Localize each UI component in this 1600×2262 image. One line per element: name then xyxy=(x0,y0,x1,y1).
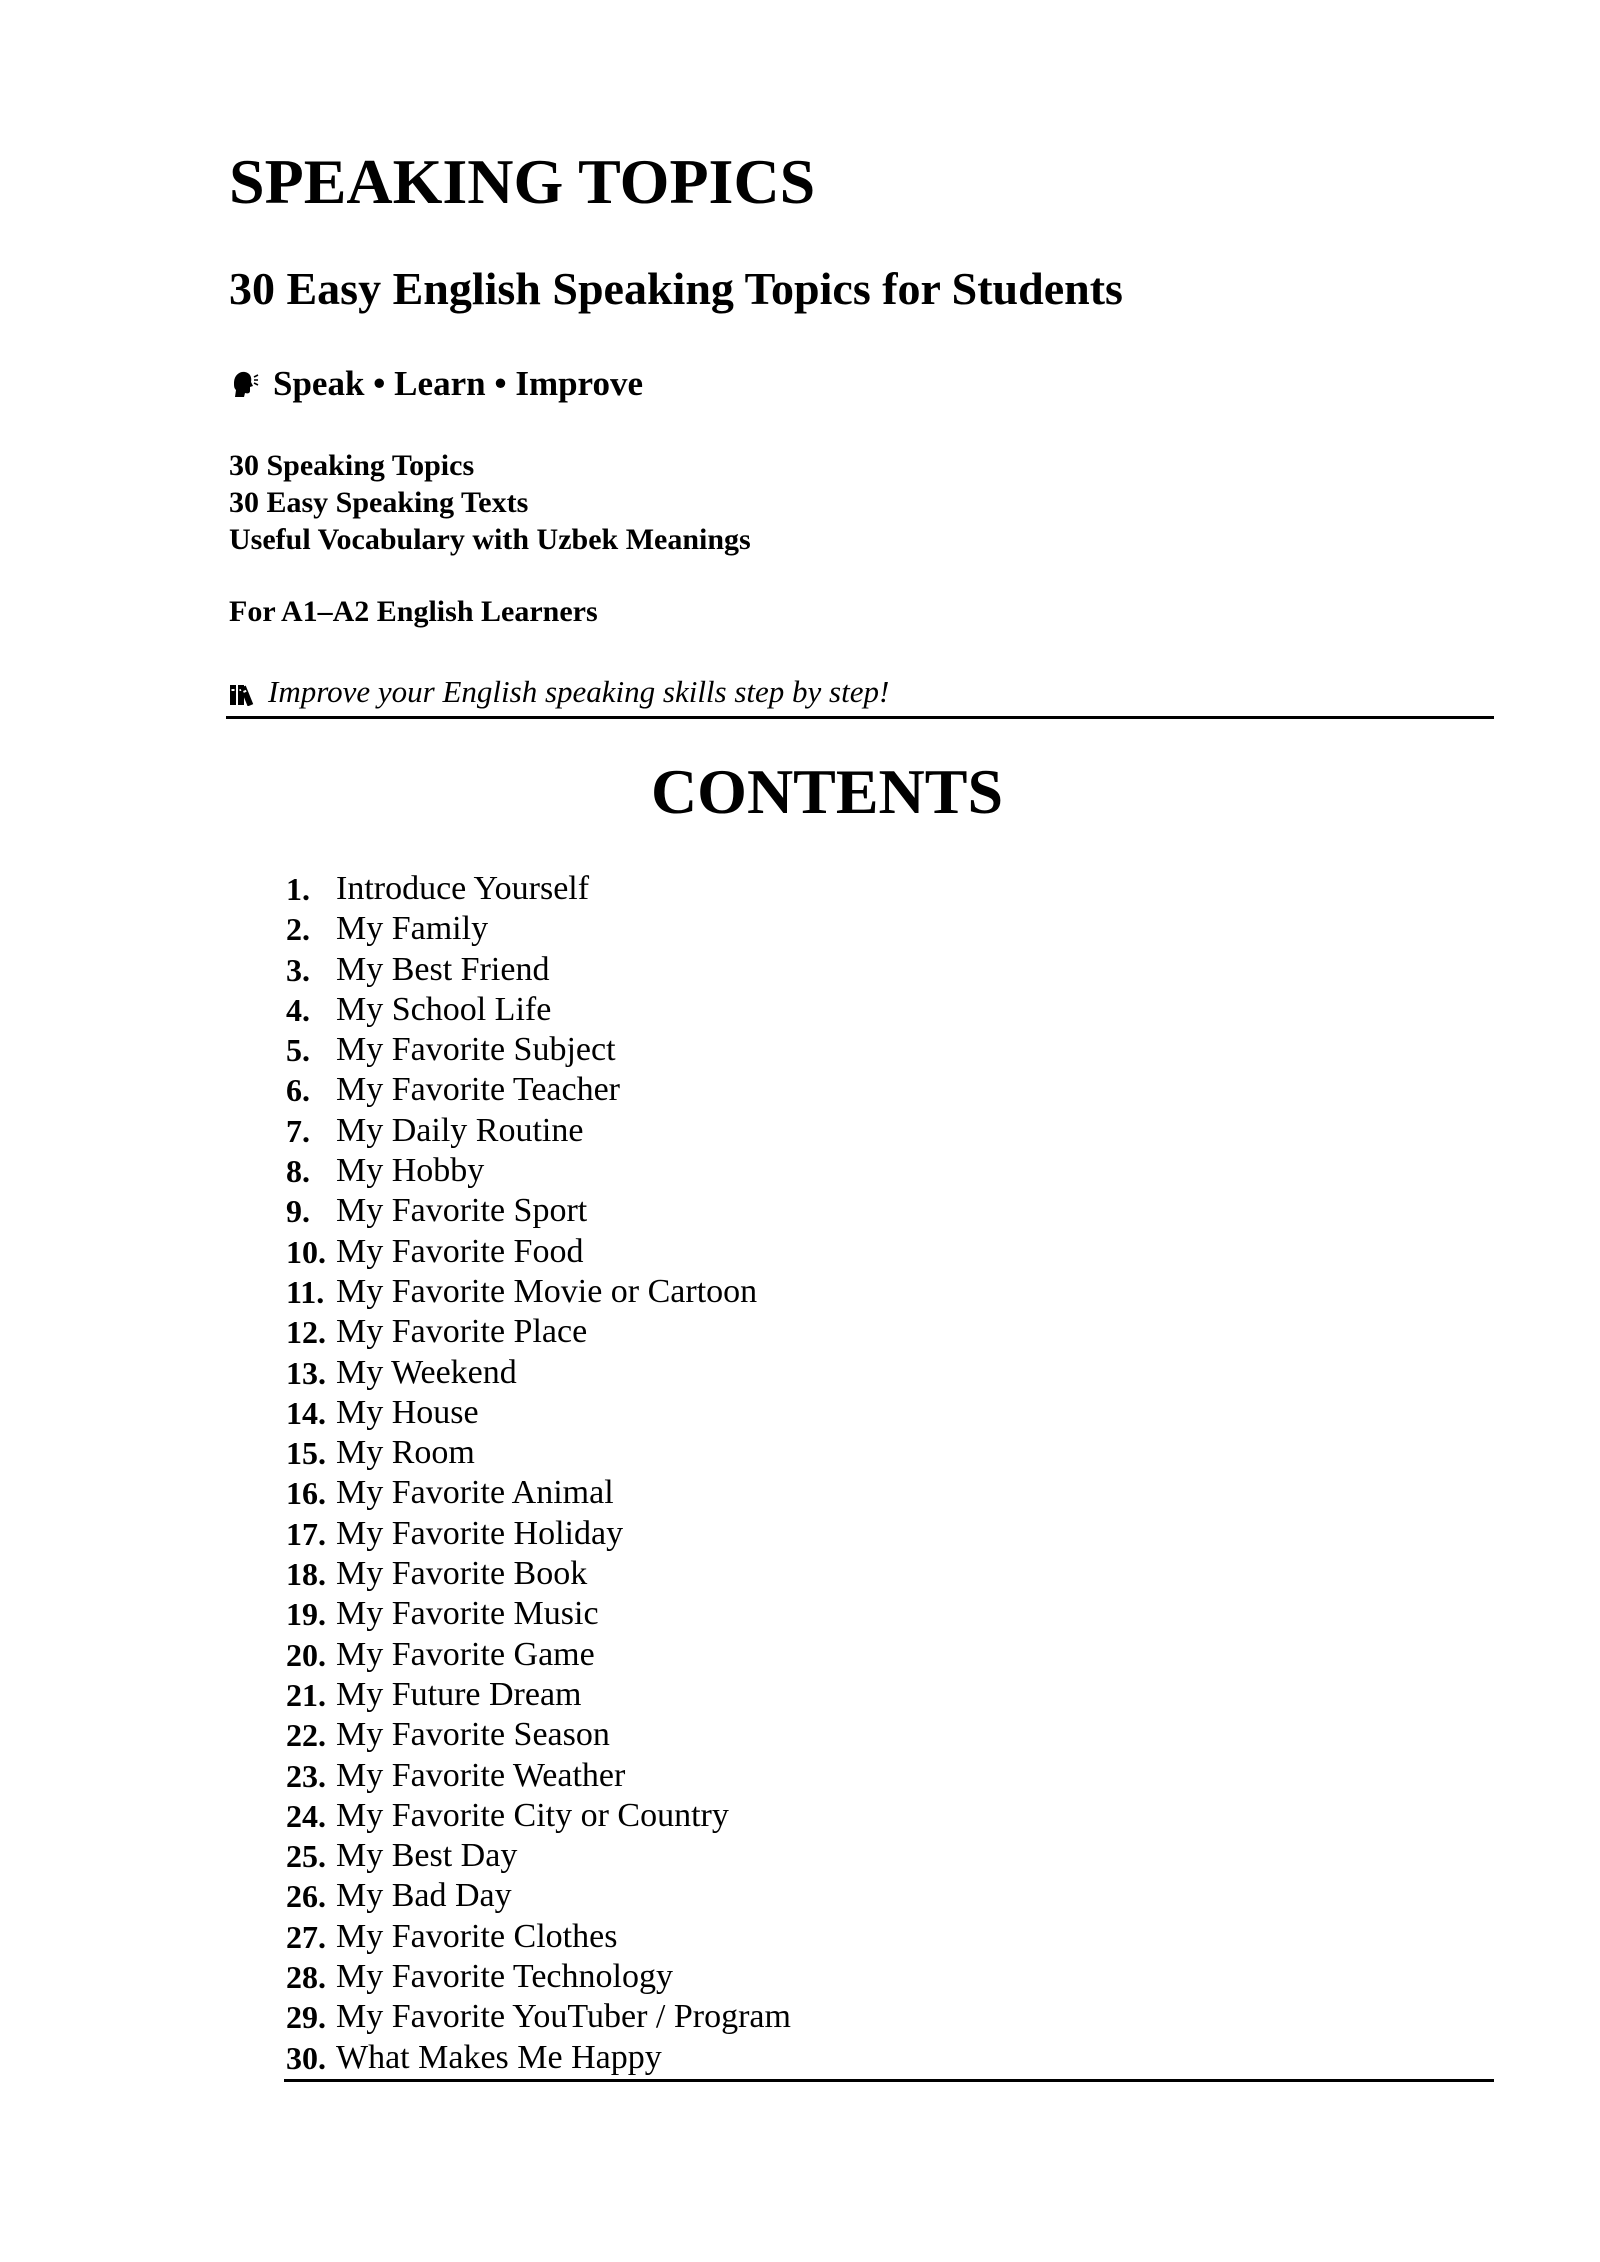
toc-item[interactable] xyxy=(286,869,791,909)
toc-item-label: My Favorite Music xyxy=(336,1595,599,1633)
toc-item-label: My Favorite Place xyxy=(336,1313,588,1351)
toc-item-number: 12. xyxy=(286,1314,326,1351)
toc-item-number: 24. xyxy=(286,1797,326,1834)
toc-item-label: My Favorite Clothes xyxy=(336,1917,618,1955)
toc-item-number: 7. xyxy=(286,1112,310,1149)
toc-item-label: My Favorite Weather xyxy=(336,1756,626,1794)
toc-item[interactable] xyxy=(286,1715,791,1755)
toc-item[interactable] xyxy=(286,1030,791,1070)
feature-item: 30 Speaking Topics xyxy=(229,449,475,482)
toc-item-number: 10. xyxy=(286,1233,326,1270)
toc-item-number: 2. xyxy=(286,911,310,948)
toc-item-number: 25. xyxy=(286,1838,326,1875)
toc-item-label: My Favorite Holiday xyxy=(336,1514,624,1552)
toc-item[interactable] xyxy=(286,1876,791,1916)
toc-item[interactable] xyxy=(286,1111,791,1151)
toc-item-number: 29. xyxy=(286,1999,326,2036)
toc-item-number: 26. xyxy=(286,1878,326,1915)
toc-item-number: 30. xyxy=(286,2039,326,2076)
toc-item-number: 23. xyxy=(286,1757,326,1794)
toc-item-label: My Favorite Sport xyxy=(336,1192,588,1230)
table-of-contents xyxy=(286,869,791,2078)
toc-item-label: My Favorite City or Country xyxy=(336,1796,729,1834)
toc-item[interactable] xyxy=(286,1836,791,1876)
toc-item-number: 15. xyxy=(286,1435,326,1472)
speaking-head-icon xyxy=(229,369,259,399)
toc-item[interactable] xyxy=(286,1070,791,1110)
toc-item-label: My School Life xyxy=(336,990,552,1028)
toc-item[interactable] xyxy=(286,1756,791,1796)
toc-item[interactable] xyxy=(286,1312,791,1352)
toc-item-label: Introduce Yourself xyxy=(336,870,590,907)
toc-item-label: My Favorite Animal xyxy=(336,1474,614,1512)
toc-item[interactable] xyxy=(286,1232,791,1272)
toc-item-number: 18. xyxy=(286,1556,326,1593)
toc-item[interactable] xyxy=(286,1635,791,1675)
toc-item-label: What Makes Me Happy xyxy=(336,2038,662,2076)
toc-item[interactable] xyxy=(286,1554,791,1594)
toc-item-number: 16. xyxy=(286,1475,326,1512)
toc-item[interactable] xyxy=(286,990,791,1030)
books-icon xyxy=(229,680,259,704)
toc-item-label: My Favorite Technology xyxy=(336,1958,673,1996)
toc-item-label: My Daily Routine xyxy=(336,1111,584,1149)
toc-item-number: 27. xyxy=(286,1918,326,1955)
toc-item-label: My Hobby xyxy=(336,1152,485,1190)
toc-item-label: My House xyxy=(336,1393,479,1431)
toc-item[interactable] xyxy=(286,1917,791,1957)
toc-item-label: My Best Friend xyxy=(336,950,550,988)
toc-item-number: 6. xyxy=(286,1072,310,1109)
toc-item[interactable] xyxy=(286,1796,791,1836)
toc-item-number: 17. xyxy=(286,1515,326,1552)
toc-item-number: 5. xyxy=(286,1032,310,1069)
toc-item-label: My Room xyxy=(336,1434,475,1472)
toc-item[interactable] xyxy=(286,1473,791,1513)
toc-item[interactable] xyxy=(286,1957,791,1997)
toc-item-number: 22. xyxy=(286,1717,326,1754)
toc-item[interactable] xyxy=(286,909,791,949)
toc-item[interactable] xyxy=(286,1514,791,1554)
toc-item-number: 3. xyxy=(286,951,310,988)
motto-text: Improve your English speaking skills step by step! xyxy=(268,674,890,709)
tagline xyxy=(229,366,643,401)
toc-item[interactable] xyxy=(286,1191,791,1231)
toc-item-number: 28. xyxy=(286,1959,326,1996)
toc-item-label: My Favorite YouTuber / Program xyxy=(336,1998,791,2036)
toc-item[interactable] xyxy=(286,1151,791,1191)
contents-heading: CONTENTS xyxy=(650,756,1004,827)
toc-item-label: My Family xyxy=(336,910,489,948)
audience-label: For A1–A2 English Learners xyxy=(229,595,598,628)
toc-item-number: 20. xyxy=(286,1636,326,1673)
toc-item-label: My Future Dream xyxy=(336,1675,582,1713)
toc-item-label: My Favorite Season xyxy=(336,1716,610,1754)
page-subtitle: 30 Easy English Speaking Topics for Students xyxy=(229,263,1123,314)
toc-item[interactable] xyxy=(286,1594,791,1634)
toc-item[interactable] xyxy=(286,1675,791,1715)
feature-item: Useful Vocabulary with Uzbek Meanings xyxy=(229,523,751,556)
toc-item-number: 13. xyxy=(286,1354,326,1391)
toc-item-label: My Bad Day xyxy=(336,1877,512,1915)
section-divider-bottom xyxy=(284,2079,1494,2082)
toc-item-number: 19. xyxy=(286,1596,326,1633)
toc-item-number: 9. xyxy=(286,1193,310,1230)
toc-item-label: My Best Day xyxy=(336,1837,518,1875)
toc-item[interactable] xyxy=(286,2038,791,2078)
toc-item[interactable] xyxy=(286,1353,791,1393)
motto xyxy=(229,676,889,707)
toc-item[interactable] xyxy=(286,1272,791,1312)
toc-item-number: 4. xyxy=(286,991,310,1028)
toc-item[interactable] xyxy=(286,1393,791,1433)
toc-item-label: My Favorite Game xyxy=(336,1635,595,1673)
tagline-text: Speak • Learn • Improve xyxy=(273,364,643,403)
toc-item-label: My Favorite Subject xyxy=(336,1031,616,1069)
feature-item: 30 Easy Speaking Texts xyxy=(229,486,529,519)
toc-item-label: My Weekend xyxy=(336,1353,517,1391)
feature-list xyxy=(229,447,751,558)
toc-item-label: My Favorite Movie or Cartoon xyxy=(336,1272,758,1310)
toc-item-number: 21. xyxy=(286,1676,326,1713)
toc-item-number: 8. xyxy=(286,1153,310,1190)
toc-item-label: My Favorite Teacher xyxy=(336,1071,621,1109)
toc-item[interactable] xyxy=(286,1997,791,2037)
toc-item-label: My Favorite Food xyxy=(336,1232,584,1270)
toc-item[interactable] xyxy=(286,1433,791,1473)
toc-item[interactable] xyxy=(286,950,791,990)
toc-item-number: 14. xyxy=(286,1394,326,1431)
page-title: SPEAKING TOPICS xyxy=(229,146,816,217)
toc-item-label: My Favorite Book xyxy=(336,1555,588,1593)
toc-item-number: 11. xyxy=(286,1273,325,1310)
section-divider xyxy=(226,716,1494,719)
toc-item-number: 1. xyxy=(286,871,310,907)
